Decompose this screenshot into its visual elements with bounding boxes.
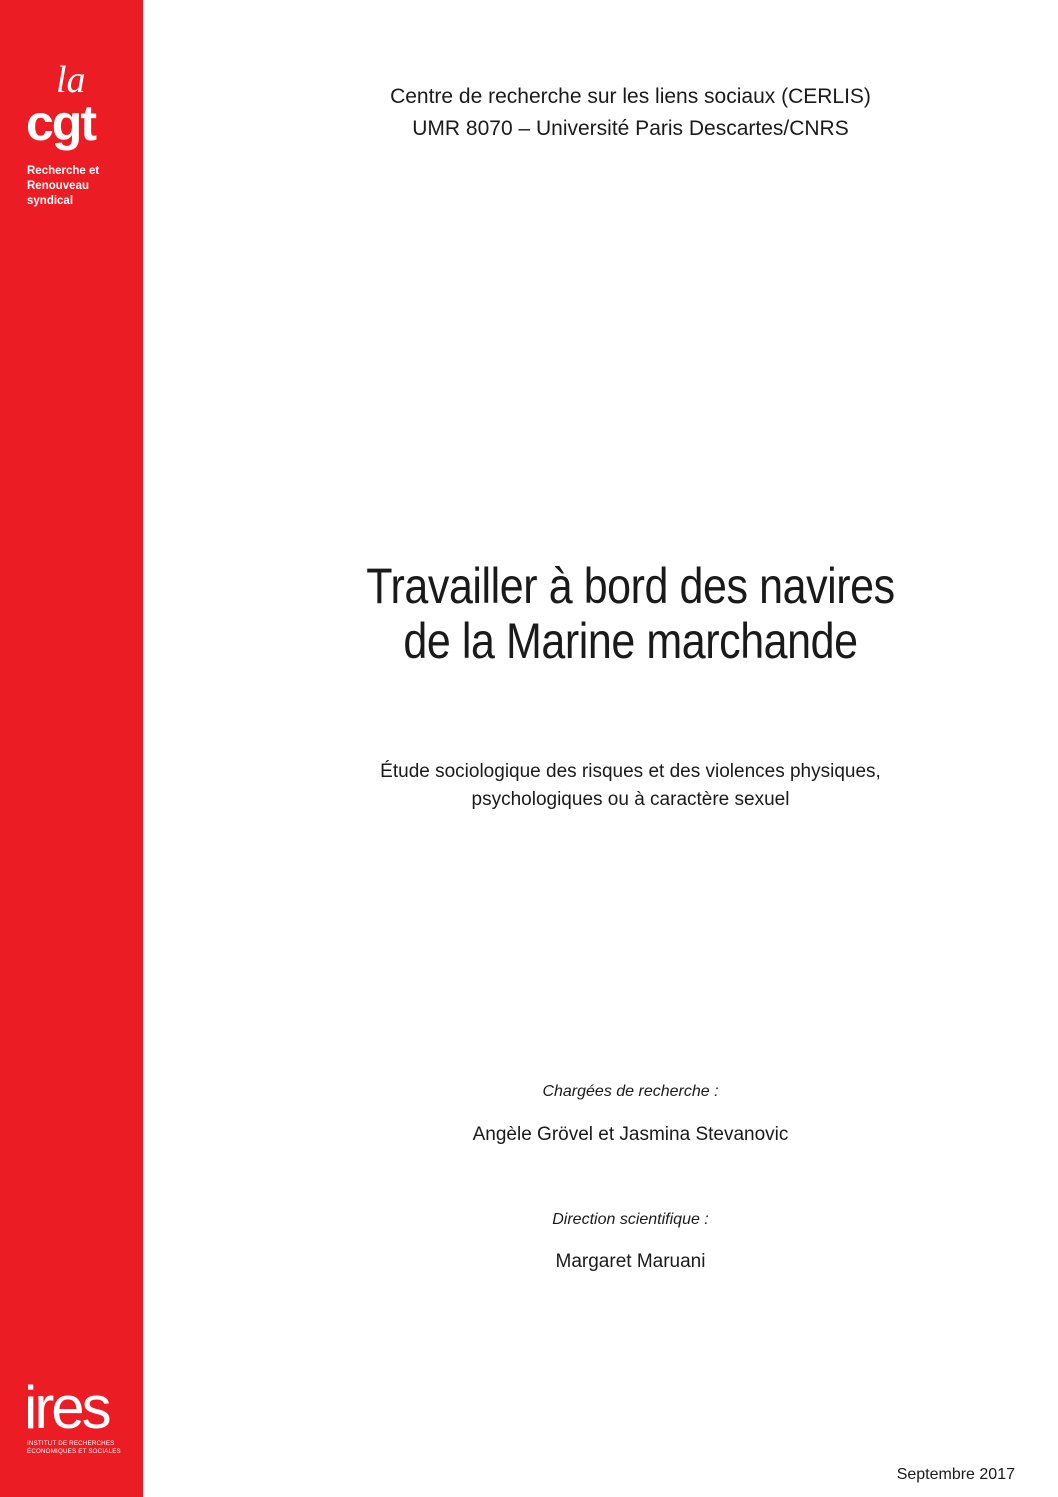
ires-caption-line: ÉCONOMIQUES ET SOCIALES xyxy=(27,1448,121,1455)
cgt-logo-la: la xyxy=(56,62,86,101)
ires-caption-line: INSTITUT DE RECHERCHES xyxy=(27,1440,115,1447)
cgt-logo-graphic xyxy=(26,62,122,152)
report-title xyxy=(263,559,998,669)
ires-logo xyxy=(24,1366,124,1436)
sidebar-caption-line: Recherche et xyxy=(27,165,100,177)
sidebar-caption-line: syndical xyxy=(27,195,74,207)
cgt-logo xyxy=(26,62,122,152)
researchers-label: Chargées de recherche : xyxy=(542,1083,719,1100)
report-subtitle xyxy=(203,758,1058,814)
publication-date: Septembre 2017 xyxy=(896,1466,1015,1483)
ires-logo-text: ires xyxy=(24,1374,109,1436)
ires-logo-graphic xyxy=(24,1366,124,1436)
report-subtitle-line: psychologiques ou à caractère sexuel xyxy=(471,789,790,810)
report-title-line: Travailler à bord des navires xyxy=(366,558,895,614)
report-title-line: de la Marine marchande xyxy=(403,613,858,669)
sidebar-caption xyxy=(27,164,99,209)
sidebar-band xyxy=(0,0,143,1497)
report-subtitle-line: Étude sociologique des risques et des violences physiques, xyxy=(380,761,881,782)
cgt-logo-cgt: cgt xyxy=(26,95,95,151)
cover-content xyxy=(143,0,1058,1497)
direction-names: Margaret Maruani xyxy=(555,1251,706,1272)
direction-label: Direction scientifique : xyxy=(552,1211,709,1228)
ires-caption xyxy=(27,1440,121,1456)
sidebar-caption-line: Renouveau xyxy=(27,180,89,192)
researchers-names: Angèle Grövel et Jasmina Stevanovic xyxy=(472,1124,789,1145)
institution-name: Centre de recherche sur les liens sociaux (CERLIS) xyxy=(390,85,871,108)
institution-unit: UMR 8070 – Université Paris Descartes/CNRS xyxy=(412,117,849,140)
